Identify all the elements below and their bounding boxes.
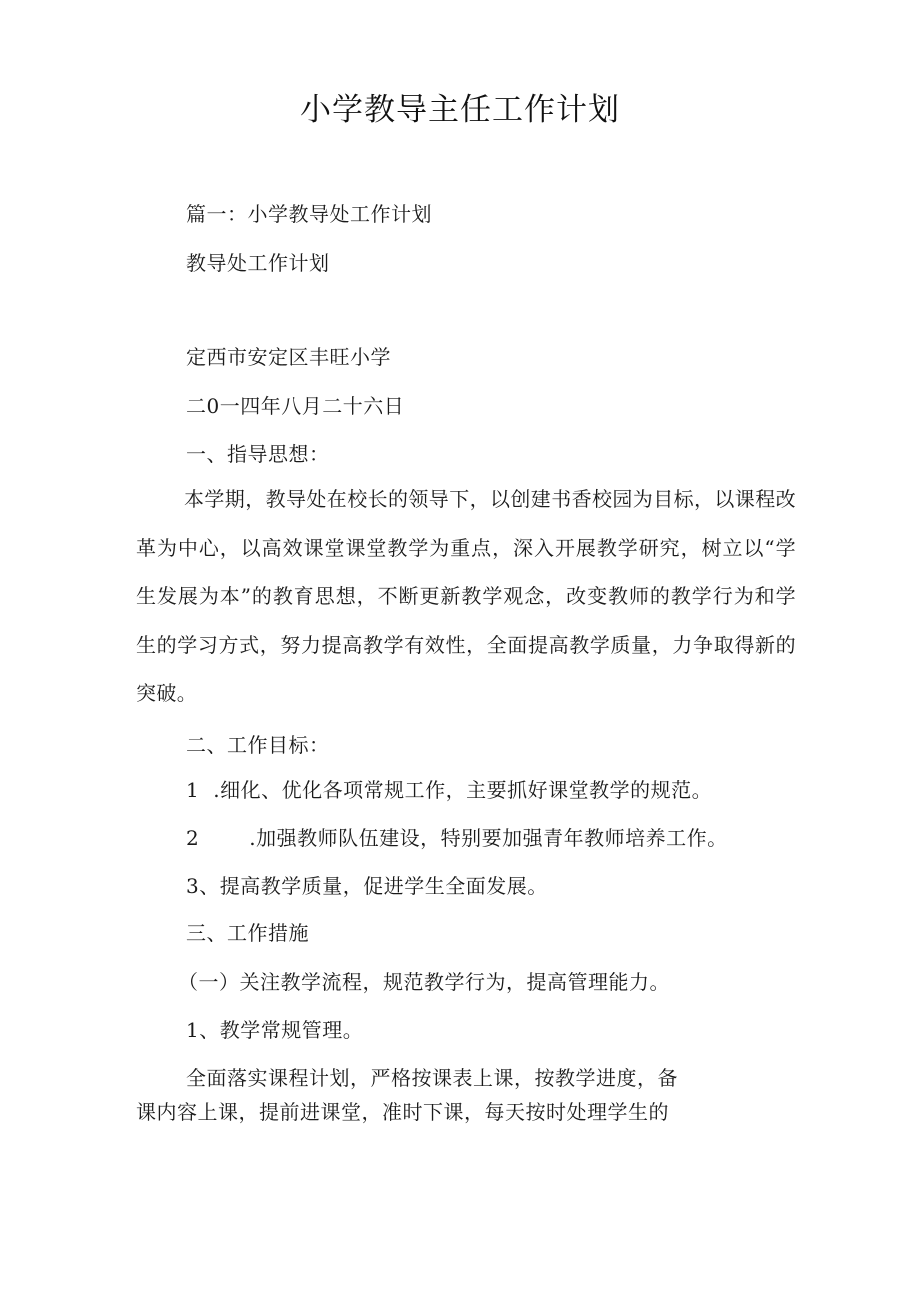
goal-1-number: 1: [186, 778, 200, 802]
goal-1: [186, 774, 712, 803]
plan-heading: 教导处工作计划: [186, 251, 330, 275]
subtitle: 篇一：小学教导处工作计划: [186, 202, 432, 226]
goal-1-text: .细化、优化各项常规工作，主要抓好课堂教学的规范。: [213, 778, 713, 802]
section3-item1: 1、教学常规管理。: [186, 1018, 364, 1042]
section2-heading: 二、工作目标：: [186, 733, 330, 757]
item1-line1: 全面落实课程计划，严格按课表上课，按教学进度，备: [186, 1066, 678, 1090]
section3-sub1: （一）关注教学流程，规范教学行为，提高管理能力。: [178, 970, 670, 994]
goal-2: [186, 822, 728, 851]
goal-2-text: .加强教师队伍建设，特别要加强青年教师培养工作。: [249, 826, 728, 850]
section1-heading: 一、指导思想：: [186, 442, 330, 466]
goal-2-number: 2: [186, 826, 200, 850]
section1-body: 本学期，教导处在校长的领导下，以创建书香校园为目标，以课程改革为中心，以高效课堂课堂教学为重点，深入开展教学研究，树立以“学生发展为本”的教育思想，不断更新教学观念，改变教师的教学行为和学生的学习方式，努力提高教学有效性，全面提高教学质量，力争取得新的突破。: [136, 487, 796, 705]
goal-3: 3、提高教学质量，促进学生全面发展。: [186, 874, 548, 898]
section3-heading: 三、工作措施: [186, 921, 309, 945]
school-name: 定西市安定区丰旺小学: [186, 345, 391, 369]
item1-line2: 课内容上课，提前进课堂，准时下课，每天按时处理学生的: [136, 1100, 669, 1124]
document-title: 小学教导主任工作计划: [300, 92, 620, 128]
document-date: 二0一四年八月二十六日: [186, 394, 405, 418]
